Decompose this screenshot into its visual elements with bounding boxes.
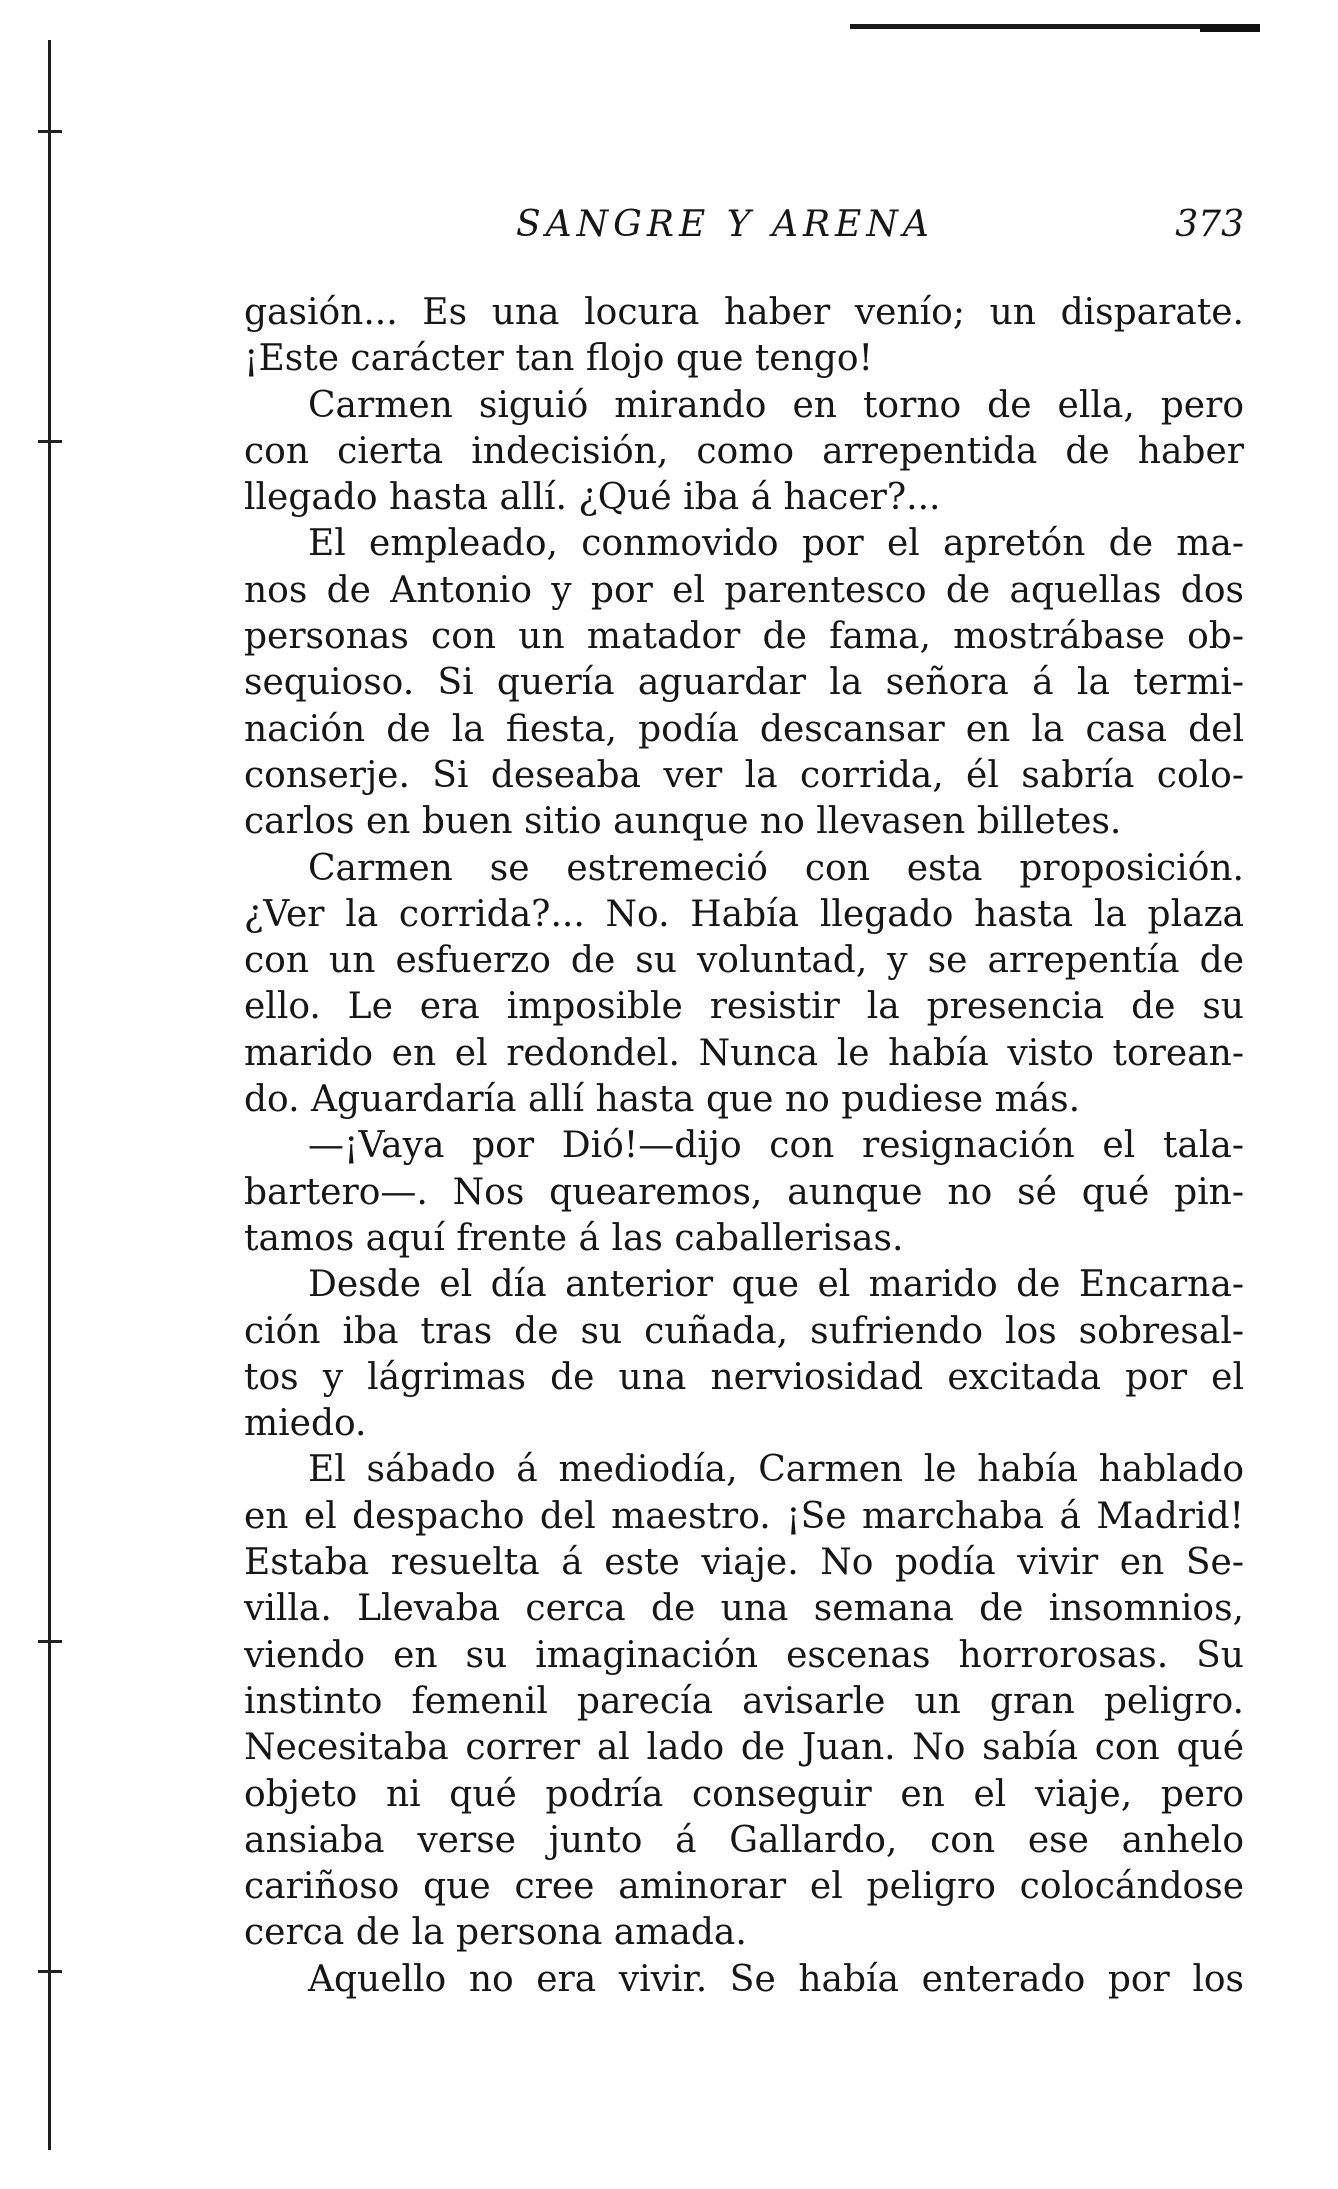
text-line: instinto femenil parecía avisarle un gran peligro. <box>244 1680 1244 1722</box>
text-line: objeto ni qué podría conseguir en el viaje, pero <box>244 1773 1244 1815</box>
text-line: villa. Llevaba cerca de una semana de insomnios, <box>244 1588 1244 1630</box>
page-number: 373 <box>1175 204 1244 245</box>
text-line: tamos aquí frente á las caballerisas. <box>244 1217 904 1259</box>
text-line: Carmen se estremeció con esta proposición. <box>308 847 1244 889</box>
page-header <box>244 204 1244 254</box>
text-line: nos de Antonio y por el parentesco de aquellas dos <box>244 569 1244 611</box>
text-line: ello. Le era imposible resistir la presencia de su <box>244 986 1244 1028</box>
text-line: en el despacho del maestro. ¡Se marchaba á Madrid! <box>244 1495 1244 1537</box>
text-line: gasión... Es una locura haber venío; un disparate. <box>244 292 1244 333</box>
text-line: El sábado á mediodía, Carmen le había hablado <box>308 1449 1244 1491</box>
text-line: con un esfuerzo de su voluntad, y se arrepentía de <box>244 940 1244 982</box>
text-line: ansiaba verse junto á Gallardo, con ese anhelo <box>244 1819 1244 1861</box>
scan-edge-mark <box>38 1970 62 1973</box>
text-line: nación de la fiesta, podía descansar en la casa del <box>244 708 1244 750</box>
text-line: con cierta indecisión, como arrepentida de haber <box>244 430 1244 472</box>
text-line: Aquello no era vivir. Se había enterado por los <box>308 1958 1244 2000</box>
text-line: cerca de la persona amada. <box>244 1912 747 1954</box>
text-line: Necesitaba correr al lado de Juan. No sabía con qué <box>244 1727 1244 1769</box>
scan-edge-rule-top <box>850 24 1260 29</box>
text-line: ción iba tras de su cuñada, sufriendo los sobresal- <box>244 1310 1244 1352</box>
scan-edge-mark <box>38 440 62 443</box>
text-line: Estaba resuelta á este viaje. No podía vivir en Se- <box>244 1542 1244 1584</box>
text-line: ¡Este carácter tan flojo que tengo! <box>244 338 873 380</box>
text-line: do. Aguardaría allí hasta que no pudiese más. <box>244 1079 1081 1121</box>
text-line: miedo. <box>244 1403 367 1445</box>
text-line: personas con un matador de fama, mostrábase ob- <box>244 616 1244 658</box>
scan-edge-rule-left <box>48 40 51 2150</box>
text-line: carlos en buen sitio aunque no llevasen billetes. <box>244 801 1122 843</box>
text-line: —¡Vaya por Dió!—dijo con resignación el tala- <box>308 1125 1244 1167</box>
text-line: ¿Ver la corrida?... No. Había llegado hasta la plaza <box>244 893 1244 935</box>
scan-edge-mark <box>38 1640 62 1643</box>
running-title: SANGRE Y ARENA <box>516 204 934 245</box>
text-line: llegado hasta allí. ¿Qué iba á hacer?... <box>244 477 941 519</box>
text-line: Desde el día anterior que el marido de Encarna- <box>308 1264 1244 1306</box>
text-line: bartero—. Nos quearemos, aunque no sé qué pin- <box>244 1171 1244 1213</box>
page-body <box>244 290 1244 2003</box>
text-line: tos y lágrimas de una nerviosidad excitada por el <box>244 1356 1244 1398</box>
text-line: cariñoso que cree aminorar el peligro colocándose <box>244 1866 1244 1908</box>
text-line: El empleado, conmovido por el apretón de ma- <box>308 523 1244 565</box>
text-line: sequioso. Si quería aguardar la señora á la termi- <box>244 662 1244 704</box>
text-line: viendo en su imaginación escenas horrorosas. Su <box>244 1634 1244 1676</box>
scan-edge-mark <box>38 130 62 133</box>
text-line: Carmen siguió mirando en torno de ella, pero <box>308 384 1244 426</box>
text-line: marido en el redondel. Nunca le había visto torean- <box>244 1032 1244 1074</box>
text-line: conserje. Si deseaba ver la corrida, él sabría colo- <box>244 754 1244 796</box>
